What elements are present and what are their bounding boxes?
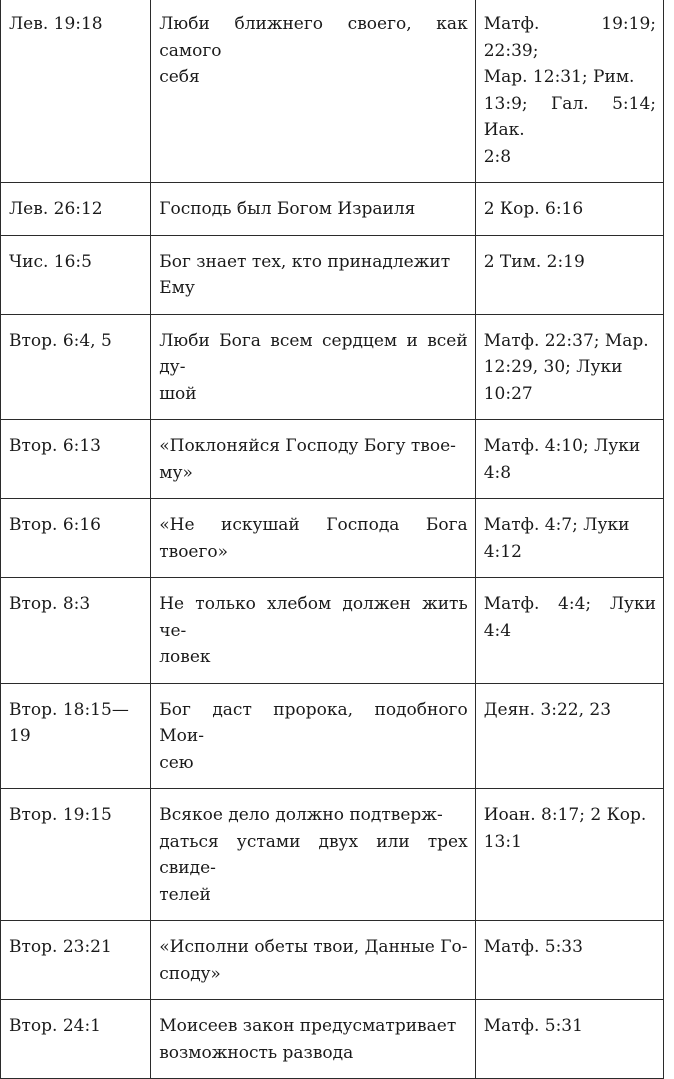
nt-reference-line: 2 Кор. 6:16 [483, 199, 584, 219]
nt-reference-cell [475, 789, 663, 921]
table-row [1, 789, 664, 921]
ot-reference: Втор. 6:13 [9, 436, 101, 456]
summary-cell [151, 1000, 475, 1079]
ot-reference: Втор. 6:16 [9, 515, 101, 535]
nt-reference-line: Иоан. 8:17; 2 Кор. [483, 805, 647, 825]
summary-line: шой [159, 383, 197, 404]
nt-reference-cell [475, 683, 663, 789]
nt-reference-line: 10:27 [483, 383, 533, 404]
summary-line: сею [159, 752, 194, 773]
nt-reference-line: 4:12 [483, 541, 522, 562]
ot-reference: Втор. 19:15 [9, 805, 112, 825]
nt-reference-line: Мар. 12:31; Рим. [483, 67, 635, 87]
summary-line: Бог знает тех, кто принадлежит [159, 251, 451, 272]
summary-cell [151, 683, 475, 789]
table-row [1, 499, 664, 578]
ot-reference: Втор. 23:21 [9, 937, 112, 957]
summary-line: Всякое дело должно подтверж- [159, 805, 443, 825]
summary-cell [151, 420, 475, 499]
summary-line: «Не искушай Господа Бога твоего» [159, 515, 468, 562]
ot-reference-cell [1, 789, 151, 921]
nt-reference-cell [475, 0, 663, 183]
ot-reference-cell [1, 1000, 151, 1079]
ot-reference-cell [1, 235, 151, 314]
ot-reference: Втор. 24:1 [9, 1016, 101, 1036]
table-row [1, 1000, 664, 1079]
nt-reference-cell [475, 314, 663, 420]
nt-reference-line: Матф. 4:7; Луки [483, 515, 630, 535]
summary-cell [151, 183, 475, 236]
ot-reference-cell [1, 499, 151, 578]
summary-cell [151, 235, 475, 314]
ot-reference: Втор. 18:15—19 [9, 699, 129, 746]
summary-cell [151, 578, 475, 684]
nt-reference-cell [475, 183, 663, 236]
summary-cell [151, 314, 475, 420]
nt-reference-line: Матф. 19:19; 22:39; [483, 14, 656, 61]
ot-reference-cell [1, 921, 151, 1000]
nt-reference-line: Матф. 4:4; Луки 4:4 [483, 594, 656, 641]
ot-reference: Втор. 6:4, 5 [9, 330, 112, 351]
nt-reference-cell [475, 499, 663, 578]
nt-reference-cell [475, 235, 663, 314]
summary-line: ловек [159, 647, 211, 667]
summary-line: Господь был Богом Израиля [159, 199, 416, 219]
nt-reference-line: 12:29, 30; Луки [483, 357, 623, 377]
summary-line: Ему [159, 278, 195, 298]
ot-reference-cell [1, 0, 151, 183]
table-row [1, 578, 664, 684]
summary-line: Моисеев закон предусматривает [159, 1016, 457, 1036]
summary-cell [151, 0, 475, 183]
ot-reference: Чис. 16:5 [9, 251, 92, 272]
ot-reference-cell [1, 314, 151, 420]
ot-reference: Лев. 26:12 [9, 199, 103, 219]
summary-cell [151, 789, 475, 921]
summary-line: себя [159, 67, 200, 87]
ot-reference-cell [1, 683, 151, 789]
nt-reference-cell [475, 420, 663, 499]
nt-reference-line: 13:9; Гал. 5:14; Иак. [483, 93, 656, 140]
nt-reference-cell [475, 1000, 663, 1079]
summary-line: Люби ближнего своего, как самого [159, 14, 468, 61]
nt-reference-line: Матф. 22:37; Мар. [483, 330, 649, 351]
table-row [1, 921, 664, 1000]
nt-reference-line: 2 Тим. 2:19 [483, 251, 585, 272]
summary-line: Люби Бога всем сердцем и всей ду- [159, 330, 468, 377]
table-row [1, 420, 664, 499]
summary-line: даться устами двух или трех свиде- [159, 831, 468, 878]
table-body [1, 0, 664, 1079]
nt-reference-line: 2:8 [483, 146, 512, 167]
table-row [1, 183, 664, 236]
summary-line: телей [159, 884, 211, 905]
ot-reference: Лев. 19:18 [9, 14, 103, 34]
table-row [1, 235, 664, 314]
nt-reference-line: Матф. 4:10; Луки [483, 436, 641, 456]
summary-line: сподy» [159, 963, 221, 984]
table-row [1, 314, 664, 420]
nt-reference-line: Матф. 5:31 [483, 1016, 583, 1036]
nt-reference-line: 13:1 [483, 831, 522, 852]
nt-reference-cell [475, 921, 663, 1000]
summary-line: возможность развода [159, 1042, 354, 1063]
summary-line: Не только хлебом должен жить че- [159, 594, 468, 641]
nt-reference-line: Матф. 5:33 [483, 937, 583, 957]
table-row [1, 683, 664, 789]
summary-cell [151, 921, 475, 1000]
summary-line: «Исполни обеты твои, Данные Го- [159, 937, 468, 957]
summary-line: Бог даст пророка, подобного Мои- [159, 699, 468, 746]
ot-reference-cell [1, 183, 151, 236]
nt-reference-cell [475, 578, 663, 684]
table-row [1, 0, 664, 183]
ot-reference: Втор. 8:3 [9, 594, 91, 614]
summary-line: «Поклоняйся Господу Богу твое- [159, 436, 456, 456]
summary-line: му» [159, 462, 193, 483]
summary-cell [151, 499, 475, 578]
ot-reference-cell [1, 420, 151, 499]
nt-reference-line: Деян. 3:22, 23 [483, 699, 612, 720]
nt-reference-line: 4:8 [483, 462, 512, 483]
ot-reference-cell [1, 578, 151, 684]
